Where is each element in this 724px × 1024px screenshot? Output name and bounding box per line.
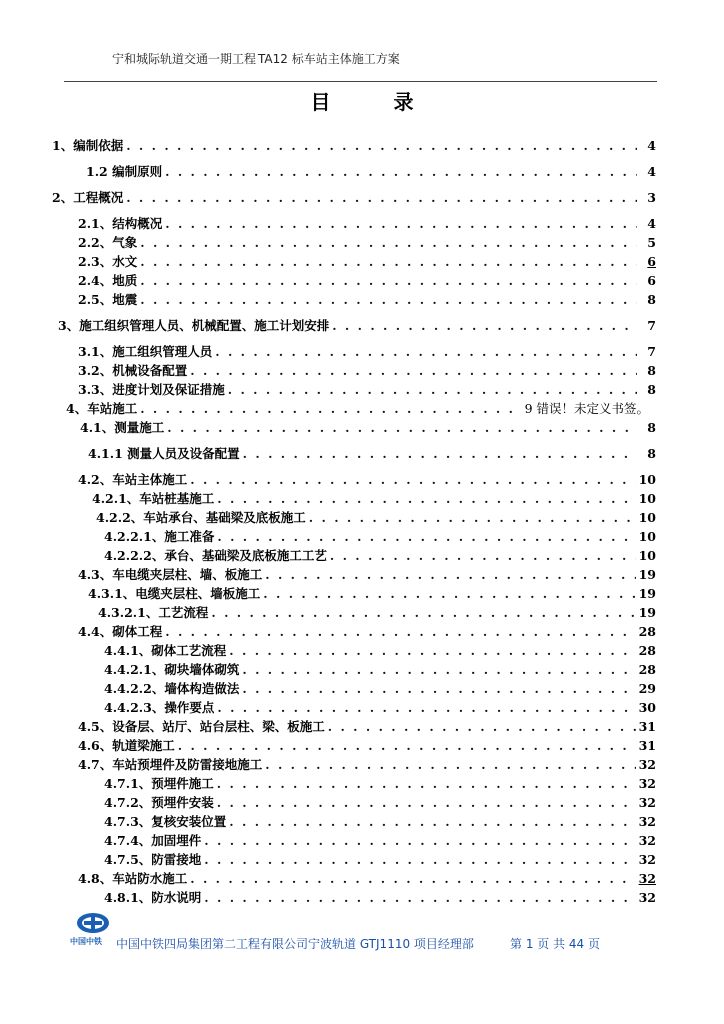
toc-entry-label: 4.7、车站预埋件及防雷接地施工 bbox=[78, 757, 263, 772]
toc-entry[interactable] bbox=[104, 660, 656, 678]
toc-entry-page: 32 bbox=[638, 852, 656, 867]
toc-entry-page: 6 bbox=[647, 273, 656, 288]
toc-entry[interactable] bbox=[78, 622, 656, 640]
toc-leader-dots bbox=[229, 814, 635, 829]
toc-entry-page: 9 错误！未定义书签。 bbox=[524, 401, 649, 416]
header-project: 宁和城际轨道交通一期工程 bbox=[112, 52, 257, 66]
toc-entry[interactable] bbox=[78, 736, 656, 754]
toc-entry[interactable] bbox=[78, 717, 656, 735]
toc-leader-dots bbox=[217, 795, 636, 810]
toc-leader-dots bbox=[204, 890, 635, 905]
toc-leader-dots bbox=[165, 624, 635, 639]
toc-entry-label: 4.8.1、防水说明 bbox=[104, 890, 202, 905]
toc-leader-dots bbox=[242, 681, 635, 696]
toc-entry[interactable] bbox=[104, 850, 656, 868]
toc-entry[interactable] bbox=[104, 793, 656, 811]
toc-entry-label: 4.5、设备层、站厅、站台层柱、梁、板施工 bbox=[78, 719, 325, 734]
toc-entry-label: 4.4.2.3、操作要点 bbox=[104, 700, 215, 715]
toc-leader-dots bbox=[211, 605, 635, 620]
toc-entry-label: 4.3.1、电缆夹层柱、墙板施工 bbox=[88, 586, 261, 601]
toc-entry[interactable] bbox=[104, 888, 656, 906]
toc-entry-label: 4.2.2.1、施工准备 bbox=[104, 529, 215, 544]
toc-entry-page: 31 bbox=[638, 738, 656, 753]
toc-entry[interactable] bbox=[104, 546, 656, 564]
toc-entry[interactable] bbox=[92, 489, 656, 507]
toc-entry-label: 4.7.1、预埋件施工 bbox=[104, 776, 214, 791]
toc-leader-dots bbox=[140, 235, 637, 250]
toc-leader-dots bbox=[126, 190, 637, 205]
toc-entry-label: 4.7.4、加固埋件 bbox=[104, 833, 202, 848]
header-section: TA12 标车站主体施工方案 bbox=[258, 52, 400, 66]
toc-entry[interactable] bbox=[88, 584, 656, 602]
toc-entry-label: 4.2.2、车站承台、基础梁及底板施工 bbox=[96, 510, 306, 525]
toc-entry-page: 4 bbox=[647, 216, 656, 231]
toc-entry[interactable] bbox=[78, 565, 656, 583]
toc-entry-label: 1、编制依据 bbox=[52, 138, 124, 153]
toc-entry-label: 3.1、施工组织管理人员 bbox=[78, 344, 213, 359]
header-divider bbox=[64, 81, 657, 82]
toc-entry[interactable] bbox=[86, 162, 656, 180]
toc-leader-dots bbox=[217, 700, 635, 715]
toc-entry-page: 10 bbox=[638, 472, 656, 487]
toc-leader-dots bbox=[332, 318, 637, 333]
page-header bbox=[64, 50, 657, 67]
toc-entry-label: 4.3.2.1、工艺流程 bbox=[98, 605, 209, 620]
toc-leader-dots bbox=[190, 472, 635, 487]
toc-entry[interactable] bbox=[78, 869, 656, 887]
toc-leader-dots bbox=[140, 254, 637, 269]
toc-entry-page: 8 bbox=[647, 363, 656, 378]
toc-entry[interactable] bbox=[78, 342, 656, 360]
toc-entry-label: 2、工程概况 bbox=[52, 190, 124, 205]
toc-leader-dots bbox=[229, 643, 635, 658]
toc-entry-page: 4 bbox=[647, 138, 656, 153]
toc-entry-label: 4.8、车站防水施工 bbox=[78, 871, 188, 886]
toc-entry[interactable] bbox=[104, 774, 656, 792]
toc-entry-page: 32 bbox=[638, 814, 656, 829]
toc-entry-page: 32 bbox=[638, 871, 656, 886]
toc-leader-dots bbox=[328, 719, 636, 734]
toc-leader-dots bbox=[242, 662, 635, 677]
toc-entry[interactable] bbox=[104, 812, 656, 830]
toc-entry-page: 32 bbox=[638, 776, 656, 791]
toc-entry-page: 32 bbox=[638, 833, 656, 848]
toc-entry-label: 4.1、测量施工 bbox=[80, 420, 165, 435]
toc-leader-dots bbox=[204, 852, 635, 867]
toc-leader-dots bbox=[140, 292, 637, 307]
toc-entry-page: 28 bbox=[638, 662, 656, 677]
toc-entry-page: 32 bbox=[638, 757, 656, 772]
toc-entry[interactable] bbox=[104, 698, 656, 716]
toc-entry[interactable] bbox=[58, 316, 656, 334]
toc-entry-page: 19 bbox=[638, 586, 656, 601]
toc-entry[interactable] bbox=[78, 290, 656, 308]
toc-leader-dots bbox=[265, 567, 635, 582]
toc-leader-dots bbox=[190, 363, 637, 378]
toc-leader-dots bbox=[265, 757, 635, 772]
toc-entry-label: 1.2 编制原则 bbox=[86, 164, 163, 179]
logo-caption: 中国中铁 bbox=[70, 937, 102, 946]
toc-entry-label: 3.2、机械设备配置 bbox=[78, 363, 188, 378]
toc-entry-page: 10 bbox=[638, 510, 656, 525]
toc-leader-dots bbox=[165, 216, 637, 231]
toc-entry-label: 4.1.1 测量人员及设备配置 bbox=[88, 446, 240, 461]
toc-entry-label: 2.4、地质 bbox=[78, 273, 138, 288]
toc-entry-label: 2.3、水文 bbox=[78, 254, 138, 269]
toc-leader-dots bbox=[228, 382, 637, 397]
toc-entry[interactable] bbox=[78, 361, 656, 379]
toc-entry-label: 4.7.5、防雷接地 bbox=[104, 852, 202, 867]
toc-entry-page: 3 bbox=[647, 190, 656, 205]
toc-entry-label: 2.2、气象 bbox=[78, 235, 138, 250]
toc-entry[interactable] bbox=[96, 508, 656, 526]
toc-title: 目 录 bbox=[310, 90, 442, 114]
toc-leader-dots bbox=[217, 491, 635, 506]
toc-leader-dots bbox=[330, 548, 636, 563]
toc-entry[interactable] bbox=[88, 444, 656, 462]
toc-entry-page: 7 bbox=[647, 344, 656, 359]
toc-entry-page: 28 bbox=[638, 643, 656, 658]
toc-entry[interactable] bbox=[78, 233, 656, 251]
toc-entry-page: 31 bbox=[638, 719, 656, 734]
toc-leader-dots bbox=[217, 776, 636, 791]
toc-entry-page: 10 bbox=[638, 548, 656, 563]
toc-leader-dots bbox=[140, 273, 637, 288]
toc-leader-dots bbox=[178, 738, 636, 753]
toc-entry[interactable] bbox=[78, 252, 656, 270]
toc-leader-dots bbox=[165, 164, 637, 179]
toc-entry-label: 4.2、车站主体施工 bbox=[78, 472, 188, 487]
toc-entry-page: 8 bbox=[647, 382, 656, 397]
toc-entry[interactable] bbox=[52, 188, 656, 206]
company-logo-icon bbox=[76, 912, 110, 934]
toc-entry-label: 2.1、结构概况 bbox=[78, 216, 163, 231]
toc-entry-label: 4.4、砌体工程 bbox=[78, 624, 163, 639]
toc-entry-page: 8 bbox=[647, 292, 656, 307]
toc-entry-label: 4.4.2.2、墙体构造做法 bbox=[104, 681, 240, 696]
footer-company: 中国中铁四局集团第二工程有限公司宁波轨道 GTJ1110 项目经理部 bbox=[116, 937, 474, 951]
toc-entry-page: 5 bbox=[647, 235, 656, 250]
toc-entry[interactable] bbox=[78, 755, 656, 773]
toc-entry-label: 4.6、轨道梁施工 bbox=[78, 738, 175, 753]
toc-entry-page: 7 bbox=[647, 318, 656, 333]
toc-entry-page: 30 bbox=[638, 700, 656, 715]
toc-entry-label: 4.7.2、预埋件安装 bbox=[104, 795, 214, 810]
toc-entry-page: 8 bbox=[647, 420, 656, 435]
toc-entry-label: 4、车站施工 bbox=[66, 401, 138, 416]
toc-entry[interactable] bbox=[66, 399, 649, 417]
toc-entry[interactable] bbox=[104, 679, 656, 697]
toc-entry-page: 10 bbox=[638, 491, 656, 506]
toc-entry[interactable] bbox=[78, 214, 656, 232]
toc-leader-dots bbox=[126, 138, 637, 153]
toc-leader-dots bbox=[217, 529, 635, 544]
toc-entry-page: 32 bbox=[638, 890, 656, 905]
toc-entry[interactable] bbox=[80, 418, 656, 436]
toc-entry[interactable] bbox=[104, 527, 656, 545]
toc-leader-dots bbox=[263, 586, 635, 601]
toc-leader-dots bbox=[190, 871, 635, 886]
toc-entry[interactable] bbox=[98, 603, 656, 621]
toc-entry-label: 4.2.2.2、承台、基础梁及底板施工工艺 bbox=[104, 548, 327, 563]
toc-entry-label: 4.7.3、复核安装位置 bbox=[104, 814, 227, 829]
toc-leader-dots bbox=[140, 401, 521, 416]
toc-entry-page: 28 bbox=[638, 624, 656, 639]
toc-entry-page: 4 bbox=[647, 164, 656, 179]
toc-entry[interactable] bbox=[78, 380, 656, 398]
toc-entry-label: 3.3、进度计划及保证措施 bbox=[78, 382, 225, 397]
footer-page-number: 第 1 页 共 44 页 bbox=[510, 937, 600, 951]
toc-entry-label: 2.5、地震 bbox=[78, 292, 138, 307]
toc-entry-label: 4.4.1、砌体工艺流程 bbox=[104, 643, 227, 658]
toc-entry-page: 19 bbox=[638, 567, 656, 582]
toc-entry-page: 32 bbox=[638, 795, 656, 810]
toc-entry[interactable] bbox=[78, 470, 656, 488]
page-footer bbox=[70, 912, 670, 952]
toc-entry-page: 19 bbox=[638, 605, 656, 620]
toc-entry-label: 3、施工组织管理人员、机械配置、施工计划安排 bbox=[58, 318, 330, 333]
toc-leader-dots bbox=[167, 420, 637, 435]
toc-entry[interactable] bbox=[104, 641, 656, 659]
toc-leader-dots bbox=[215, 344, 637, 359]
toc-entry[interactable] bbox=[52, 136, 656, 154]
toc-entry-label: 4.2.1、车站桩基施工 bbox=[92, 491, 215, 506]
toc-entry-page: 29 bbox=[638, 681, 656, 696]
toc-leader-dots bbox=[204, 833, 635, 848]
toc-leader-dots bbox=[309, 510, 636, 525]
toc-entry-page: 8 bbox=[647, 446, 656, 461]
toc-entry-page: 10 bbox=[638, 529, 656, 544]
toc-entry-page: 6 bbox=[647, 254, 656, 269]
toc-entry-label: 4.4.2.1、砌块墙体砌筑 bbox=[104, 662, 240, 677]
toc-entry[interactable] bbox=[104, 831, 656, 849]
toc-entry-label: 4.3、车电缆夹层柱、墙、板施工 bbox=[78, 567, 263, 582]
toc-leader-dots bbox=[243, 446, 637, 461]
toc-entry[interactable] bbox=[78, 271, 656, 289]
